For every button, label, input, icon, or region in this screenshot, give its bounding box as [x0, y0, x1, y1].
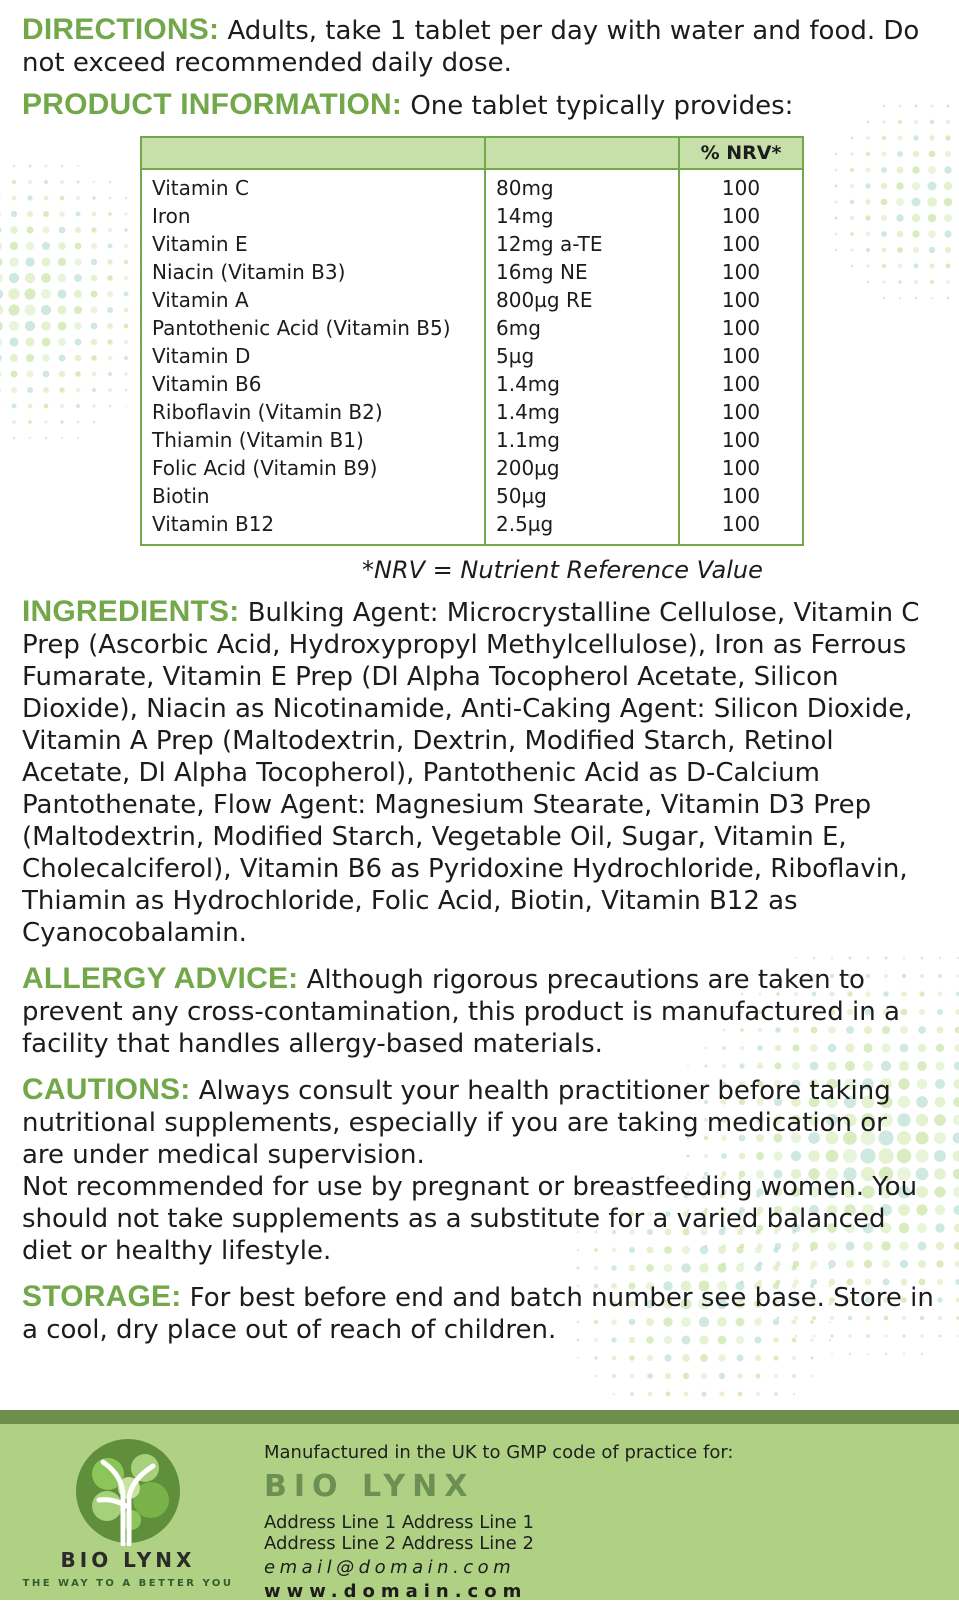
- ingredients-section: [22, 596, 937, 949]
- nutrition-row: [141, 258, 803, 286]
- background-dot: [937, 1297, 942, 1302]
- background-dot: [11, 371, 18, 378]
- background-dot: [939, 957, 942, 960]
- background-dot: [683, 1373, 689, 1379]
- background-dot: [936, 1044, 944, 1052]
- background-dot: [953, 1097, 959, 1107]
- nutrient-nrv: 100: [679, 286, 803, 314]
- background-dot: [9, 321, 19, 331]
- directions-text: Adults, take 1 tablet per day with water and food. Do not exceed recommended daily dose.: [22, 16, 919, 78]
- background-dot: [0, 387, 1, 393]
- nutrient-nrv: 100: [679, 230, 803, 258]
- background-dot: [953, 1169, 959, 1180]
- background-dot: [954, 1224, 959, 1233]
- cautions-text-2: Not recommended for use by pregnant or breastfeeding women. You should not take supplements as a substitute for a varied balanced diet or healthy lifestyle.: [22, 1172, 917, 1266]
- nutrient-amount: 1.4mg: [485, 370, 679, 398]
- background-dot: [953, 1187, 959, 1197]
- nutrient-nrv: 100: [679, 454, 803, 482]
- background-dot: [756, 1392, 760, 1396]
- label-content: [22, 14, 937, 1346]
- background-dot: [0, 226, 2, 233]
- background-dot: [11, 387, 17, 393]
- nutrient-nrv: 100: [679, 482, 803, 510]
- background-dot: [8, 288, 19, 299]
- nutrition-row: [141, 454, 803, 482]
- nutrition-table: [140, 136, 804, 546]
- product-information-text: One tablet typically provides:: [410, 91, 793, 121]
- background-dot: [12, 180, 16, 184]
- background-dot: [13, 437, 16, 440]
- background-dot: [755, 1355, 761, 1361]
- background-dot: [577, 1357, 579, 1359]
- nutrient-name: Niacin (Vitamin B3): [141, 258, 485, 286]
- nutrition-row: [141, 286, 803, 314]
- background-dot: [700, 1354, 708, 1362]
- background-dot: [8, 304, 19, 315]
- background-dot: [701, 1391, 706, 1396]
- manufacturer-block: [264, 1442, 944, 1602]
- cautions-text: Always consult your health practitioner before taking nutritional supplements, especially if you are taking medication or are under medical supervision.: [22, 1076, 891, 1170]
- background-dot: [945, 135, 950, 140]
- address-line-1: Address Line 1 Address Line 1: [264, 1512, 944, 1533]
- background-dot: [701, 1373, 708, 1380]
- directions-label: DIRECTIONS:: [22, 13, 219, 46]
- nutrient-name: Vitamin A: [141, 286, 485, 314]
- website-address: www.domain.com: [264, 1581, 944, 1602]
- background-dot: [0, 289, 3, 299]
- nutrient-nrv: 100: [679, 426, 803, 454]
- background-dot: [595, 1375, 598, 1378]
- background-dot: [953, 1133, 959, 1144]
- background-dot: [944, 166, 951, 173]
- nutrition-table-body: [141, 169, 803, 545]
- background-dot: [0, 354, 2, 362]
- nutrient-nrv: 100: [679, 258, 803, 286]
- nutrition-row: [141, 426, 803, 454]
- background-dot: [944, 214, 952, 222]
- background-dot: [938, 974, 942, 978]
- background-dot: [953, 1115, 959, 1125]
- nutrient-nrv: 100: [679, 510, 803, 545]
- background-dot: [9, 257, 18, 266]
- background-dot: [946, 280, 950, 284]
- brand-logo: [18, 1436, 238, 1606]
- background-dot: [0, 196, 1, 201]
- nutrition-row: [141, 482, 803, 510]
- nutrient-name: Thiamin (Vitamin B1): [141, 426, 485, 454]
- background-dot: [792, 1356, 796, 1360]
- background-dot: [937, 1279, 943, 1285]
- background-dot: [954, 1044, 959, 1051]
- background-dot: [718, 1354, 726, 1362]
- nutrient-nrv: 100: [679, 202, 803, 230]
- allergy-text: Although rigorous precautions are taken to prevent any cross-contamination, this product is manufactured in a facility that handles allergy-based materials.: [22, 965, 900, 1059]
- background-dot: [947, 105, 950, 108]
- nutrition-row: [141, 202, 803, 230]
- background-dot: [682, 1354, 690, 1362]
- background-dot: [0, 211, 1, 217]
- allergy-label: ALLERGY ADVICE:: [22, 962, 298, 995]
- background-dot: [944, 230, 951, 237]
- background-dot: [665, 1373, 671, 1379]
- background-dot: [664, 1354, 671, 1361]
- nutrition-row: [141, 398, 803, 426]
- background-dot: [10, 242, 18, 250]
- background-dot: [954, 1242, 959, 1250]
- nutrient-amount: 5µg: [485, 342, 679, 370]
- nutrient-amount: 14mg: [485, 202, 679, 230]
- background-dot: [0, 305, 3, 315]
- background-dot: [0, 321, 3, 331]
- background-dot: [12, 404, 17, 409]
- background-dot: [10, 226, 17, 233]
- background-dot: [0, 258, 3, 267]
- background-dot: [630, 1392, 634, 1396]
- background-dot: [630, 1374, 635, 1379]
- background-dot: [946, 120, 950, 124]
- background-dot: [612, 1374, 616, 1378]
- background-dot: [683, 1391, 688, 1396]
- background-dot: [0, 273, 3, 283]
- address-line-2: Address Line 2 Address Line 2: [264, 1533, 944, 1554]
- nutrient-name: Vitamin B12: [141, 510, 485, 545]
- nutrient-name: Folic Acid (Vitamin B9): [141, 454, 485, 482]
- background-dot: [612, 1356, 617, 1361]
- header-amount: [485, 137, 679, 169]
- nutrition-row: [141, 314, 803, 342]
- background-dot: [849, 1353, 851, 1355]
- manufacturer-brand: BIO LYNX: [264, 1469, 944, 1504]
- background-dot: [647, 1355, 654, 1362]
- background-dot: [946, 264, 951, 269]
- nutrient-name: Riboflavin (Vitamin B2): [141, 398, 485, 426]
- nutrient-name: Vitamin E: [141, 230, 485, 258]
- nutrition-row: [141, 510, 803, 545]
- nutrient-name: Vitamin B6: [141, 370, 485, 398]
- allergy-section: [22, 963, 937, 1060]
- background-dot: [945, 247, 951, 253]
- nutrient-name: Pantothenic Acid (Vitamin B5): [141, 314, 485, 342]
- nutrient-amount: 800µg RE: [485, 286, 679, 314]
- nutrient-amount: 6mg: [485, 314, 679, 342]
- nutrient-nrv: 100: [679, 342, 803, 370]
- product-information-section: [22, 89, 937, 122]
- ingredients-label: INGREDIENTS:: [22, 595, 239, 628]
- nutrient-amount: 16mg NE: [485, 258, 679, 286]
- background-dot: [9, 337, 18, 346]
- background-dot: [647, 1373, 653, 1379]
- nutrient-nrv: 100: [679, 314, 803, 342]
- background-dot: [613, 1393, 616, 1396]
- background-dot: [831, 1353, 833, 1355]
- nutrient-name: Vitamin C: [141, 169, 485, 202]
- manufactured-statement: Manufactured in the UK to GMP code of practice for:: [264, 1442, 944, 1463]
- product-information-label: PRODUCT INFORMATION:: [22, 88, 402, 121]
- background-dot: [811, 1357, 814, 1360]
- background-dot: [956, 1298, 959, 1303]
- background-dot: [666, 1392, 671, 1397]
- nutrient-nrv: 100: [679, 169, 803, 202]
- background-dot: [944, 182, 952, 190]
- nutrition-table-header: [141, 137, 803, 169]
- background-dot: [11, 195, 16, 200]
- background-dot: [955, 1261, 959, 1268]
- cautions-label: CAUTIONS:: [22, 1073, 190, 1106]
- background-dot: [937, 1009, 943, 1015]
- background-dot: [774, 1374, 778, 1378]
- background-dot: [629, 1355, 635, 1361]
- background-dot: [944, 198, 953, 207]
- background-dot: [0, 338, 2, 347]
- background-dot: [594, 1356, 597, 1359]
- directions-section: [22, 14, 937, 79]
- background-dot: [953, 1079, 959, 1088]
- nutrient-amount: 1.1mg: [485, 426, 679, 454]
- logo-brand-name: BIO LYNX: [18, 1548, 238, 1572]
- background-dot: [945, 151, 951, 157]
- nutrient-amount: 80mg: [485, 169, 679, 202]
- background-dot: [9, 273, 19, 283]
- background-dot: [885, 1353, 887, 1355]
- background-dot: [811, 1375, 813, 1377]
- nutrient-amount: 2.5µg: [485, 510, 679, 545]
- background-dot: [0, 242, 2, 250]
- background-dot: [755, 1373, 760, 1378]
- background-dot: [738, 1392, 743, 1397]
- background-dot: [936, 1242, 944, 1250]
- background-dot: [13, 165, 16, 168]
- nutrient-name: Biotin: [141, 482, 485, 510]
- storage-section: [22, 1281, 937, 1346]
- nutrient-amount: 12mg a-TE: [485, 230, 679, 258]
- background-dot: [947, 297, 950, 300]
- nutrient-name: Iron: [141, 202, 485, 230]
- nutrition-row: [141, 169, 803, 202]
- background-dot: [953, 1151, 959, 1162]
- nutrient-nrv: 100: [679, 398, 803, 426]
- tree-logo-icon: [73, 1436, 183, 1546]
- nutrition-row: [141, 342, 803, 370]
- nutrition-row: [141, 370, 803, 398]
- background-dot: [954, 1062, 959, 1070]
- background-dot: [867, 1353, 869, 1355]
- nutrient-amount: 200µg: [485, 454, 679, 482]
- background-dot: [737, 1373, 743, 1379]
- nutrient-amount: 50µg: [485, 482, 679, 510]
- nutrient-amount: 1.4mg: [485, 398, 679, 426]
- background-dot: [11, 211, 17, 217]
- header-nrv: % NRV*: [679, 137, 803, 169]
- background-dot: [903, 1353, 905, 1355]
- background-dot: [921, 1353, 923, 1355]
- background-dot: [0, 371, 1, 378]
- ingredients-text: Bulking Agent: Microcrystalline Cellulose, Vitamin C Prep (Ascorbic Acid, Hydroxypropyl Methylcellulose), Iron as Ferrous Fumarate, Vitamin E Prep (Dl Alpha Tocopherol Acetate, Silicon Dioxide), Niacin as Nicotinamide, Anti-Caking Agent: Silicon Dioxide, Vitamin A Prep (Maltodextrin, Dextrin, Modified Starch, Retinol Acetate, Dl Alpha Tocopherol), Pantothenic Acid as D-Calcium Pantothenate, Flow Agent: Magnesium Stearate, Vitamin D3 Prep (Maltodextrin, Modified Starch, Vegetable Oil, Sugar, Vitamin E, Cholecalciferol), Vitamin B6 as Pyridoxine Hydrochloride, Riboflavin, Thiamin as Hydrochloride, Folic Acid, Biotin, Vitamin B12 as Cyanocobalamin.: [22, 598, 919, 948]
- background-dot: [773, 1355, 778, 1360]
- background-dot: [793, 1393, 796, 1396]
- background-dot: [938, 1316, 942, 1320]
- cautions-section: [22, 1074, 937, 1267]
- nutrition-row: [141, 230, 803, 258]
- background-dot: [719, 1373, 725, 1379]
- background-dot: [938, 992, 943, 997]
- background-dot: [936, 1260, 943, 1267]
- background-dot: [737, 1355, 744, 1362]
- background-dot: [648, 1392, 652, 1396]
- background-dot: [953, 1205, 959, 1214]
- background-dot: [12, 420, 16, 424]
- background-dot: [719, 1391, 724, 1396]
- background-dot: [955, 1009, 959, 1014]
- nutrient-name: Vitamin D: [141, 342, 485, 370]
- background-dot: [792, 1374, 795, 1377]
- header-nutrient: [141, 137, 485, 169]
- logo-tagline: THE WAY TO A BETTER YOU: [18, 1578, 238, 1589]
- nutrient-nrv: 100: [679, 370, 803, 398]
- background-dot: [955, 1027, 959, 1033]
- email-address: email@domain.com: [264, 1557, 944, 1578]
- background-dot: [10, 354, 18, 362]
- background-dot: [937, 1027, 944, 1034]
- background-dot: [774, 1392, 777, 1395]
- footer-band: [0, 1410, 959, 1600]
- nrv-footnote: *NRV = Nutrient Reference Value: [362, 556, 937, 584]
- storage-text: For best before end and batch number see base. Store in a cool, dry place out of reach of children.: [22, 1283, 934, 1345]
- background-dot: [955, 1279, 959, 1285]
- storage-label: STORAGE:: [22, 1280, 181, 1313]
- background-dot: [939, 1335, 942, 1338]
